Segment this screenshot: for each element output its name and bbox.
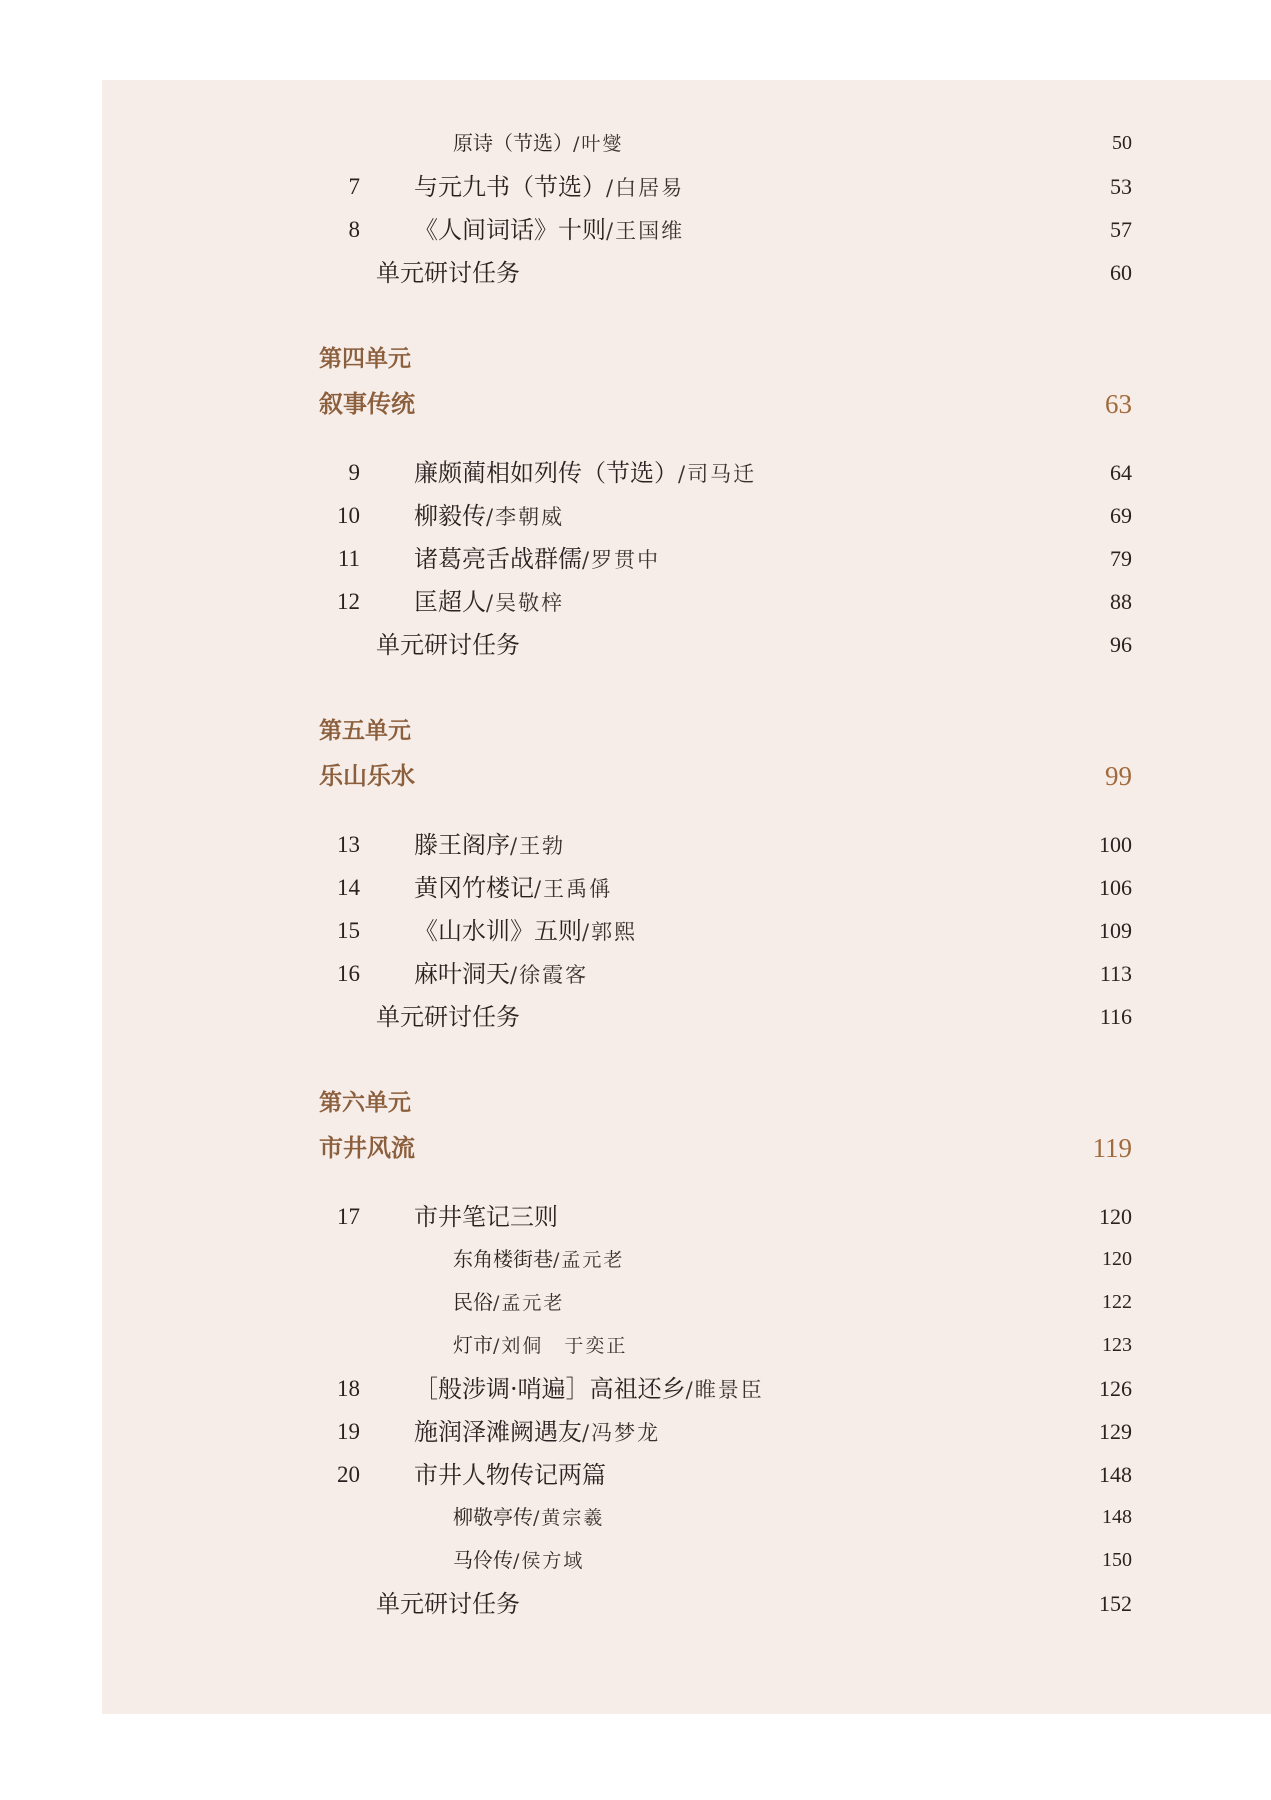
entry-title-text: 施润泽滩阙遇友 xyxy=(414,1418,582,1446)
entry-page-number: 116 xyxy=(1099,1004,1132,1029)
unit-page-number: 99 xyxy=(1105,761,1132,791)
toc-subentry[interactable] xyxy=(102,1239,1271,1279)
entry-page-number: 53 xyxy=(1110,174,1132,199)
unit-label: 第六单元 xyxy=(319,1089,411,1116)
unit-title[interactable]: 市井风流 xyxy=(319,1133,415,1162)
entry-title-text: 《山水训》五则 xyxy=(414,917,582,945)
toc-subentry[interactable] xyxy=(102,1497,1271,1537)
entry-page-number: 148 xyxy=(1102,1506,1132,1528)
toc-entry[interactable] xyxy=(102,582,1271,622)
entry-number: 7 xyxy=(348,174,360,199)
entry-title xyxy=(453,1282,564,1323)
entry-title xyxy=(414,1455,606,1495)
entry-title xyxy=(414,825,565,866)
entry-number: 11 xyxy=(337,546,360,571)
unit-title[interactable]: 乐山乐水 xyxy=(319,761,415,790)
entry-title xyxy=(414,911,637,952)
entry-author: /叶燮 xyxy=(573,133,624,155)
toc-entry[interactable] xyxy=(102,954,1271,994)
toc-entry[interactable] xyxy=(102,167,1271,207)
entry-number: 12 xyxy=(337,589,360,614)
entry-author: /刘侗 于奕正 xyxy=(493,1335,628,1357)
entry-title-text: 与元九书（节选） xyxy=(414,173,606,201)
entry-title xyxy=(453,1325,627,1366)
unit-page-number: 119 xyxy=(1092,1133,1132,1163)
entry-page-number: 152 xyxy=(1099,1591,1132,1616)
entry-author: /吴敬梓 xyxy=(486,591,565,615)
entry-number: 20 xyxy=(337,1462,360,1487)
entry-author: /司马迁 xyxy=(678,462,757,486)
entry-page-number: 126 xyxy=(1099,1376,1132,1401)
entry-page-number: 113 xyxy=(1099,961,1132,986)
entry-page-number: 129 xyxy=(1099,1419,1132,1444)
toc-entry[interactable] xyxy=(102,1197,1271,1237)
entry-page-number: 106 xyxy=(1099,875,1132,900)
entry-author: /侯方域 xyxy=(513,1550,585,1572)
toc-entry[interactable] xyxy=(102,1455,1271,1495)
entry-title-text: 麻叶洞天 xyxy=(414,960,510,988)
entry-number: 19 xyxy=(337,1419,360,1444)
toc-unit-task[interactable] xyxy=(102,253,1271,293)
entry-title xyxy=(376,253,520,293)
toc-entry[interactable] xyxy=(102,210,1271,250)
page-paper xyxy=(102,80,1271,1714)
toc-unit-task[interactable] xyxy=(102,1584,1271,1624)
entry-title xyxy=(414,167,684,208)
entry-author: /王勃 xyxy=(510,834,566,858)
entry-page-number: 96 xyxy=(1110,632,1132,657)
toc-unit-task[interactable] xyxy=(102,997,1271,1037)
unit-label: 第五单元 xyxy=(319,717,411,744)
entry-title-text: 柳毅传 xyxy=(414,502,486,530)
entry-author: /孟元老 xyxy=(553,1249,625,1271)
entry-author: /孟元老 xyxy=(493,1292,565,1314)
entry-page-number: 50 xyxy=(1112,132,1132,154)
entry-title-text: 滕王阁序 xyxy=(414,831,510,859)
entry-title xyxy=(414,1197,558,1237)
entry-author: /白居易 xyxy=(606,176,685,200)
entry-title-text: 匡超人 xyxy=(414,588,486,616)
entry-title xyxy=(453,123,623,164)
toc-subentry[interactable] xyxy=(102,1540,1271,1580)
entry-author: /黄宗羲 xyxy=(533,1507,605,1529)
entry-title xyxy=(453,1239,624,1280)
entry-page-number: 60 xyxy=(1110,260,1132,285)
entry-number: 15 xyxy=(337,918,360,943)
entry-number: 10 xyxy=(337,503,360,528)
entry-page-number: 148 xyxy=(1099,1462,1132,1487)
toc-entry[interactable] xyxy=(102,825,1271,865)
entry-number: 9 xyxy=(348,460,360,485)
unit-title[interactable]: 叙事传统 xyxy=(319,389,415,418)
entry-author: /王禹偁 xyxy=(534,877,613,901)
entry-page-number: 100 xyxy=(1099,832,1132,857)
toc-entry[interactable] xyxy=(102,1369,1271,1409)
entry-page-number: 123 xyxy=(1102,1334,1132,1356)
entry-page-number: 120 xyxy=(1099,1204,1132,1229)
entry-title xyxy=(414,210,684,251)
entry-author: /冯梦龙 xyxy=(582,1421,661,1445)
entry-number: 16 xyxy=(337,961,360,986)
entry-author: /郭熙 xyxy=(582,920,638,944)
entry-title xyxy=(414,1369,764,1410)
entry-author: /睢景臣 xyxy=(685,1378,764,1402)
entry-page-number: 69 xyxy=(1110,503,1132,528)
entry-number: 13 xyxy=(337,832,360,857)
entry-title-text: 原诗（节选） xyxy=(453,131,573,155)
entry-title-text: 黄冈竹楼记 xyxy=(414,874,534,902)
entry-page-number: 109 xyxy=(1099,918,1132,943)
entry-title-text: 灯市 xyxy=(453,1333,493,1357)
entry-page-number: 150 xyxy=(1102,1549,1132,1571)
entry-title xyxy=(414,954,588,995)
entry-page-number: 64 xyxy=(1110,460,1132,485)
entry-title-text: 马伶传 xyxy=(453,1548,513,1572)
entry-title xyxy=(414,582,564,623)
entry-number: 14 xyxy=(337,875,360,900)
entry-title-text: 单元研讨任务 xyxy=(376,631,520,659)
entry-title-text: 市井人物传记两篇 xyxy=(414,1461,606,1489)
entry-title xyxy=(414,1412,660,1453)
entry-title xyxy=(376,1584,520,1624)
entry-number: 17 xyxy=(337,1204,360,1229)
entry-author: /王国维 xyxy=(606,219,685,243)
entry-title-text: 东角楼街巷 xyxy=(453,1247,553,1271)
entry-title-text: 《人间词话》十则 xyxy=(414,216,606,244)
entry-page-number: 122 xyxy=(1102,1291,1132,1313)
entry-page-number: 79 xyxy=(1110,546,1132,571)
entry-title-text: 市井笔记三则 xyxy=(414,1203,558,1231)
entry-author: /罗贯中 xyxy=(582,548,661,572)
entry-title-text: 单元研讨任务 xyxy=(376,1590,520,1618)
entry-number: 18 xyxy=(337,1376,360,1401)
entry-title-text: 廉颇蔺相如列传（节选） xyxy=(414,459,678,487)
entry-number: 8 xyxy=(348,217,360,242)
entry-title-text: 柳敬亭传 xyxy=(453,1505,533,1529)
entry-page-number: 120 xyxy=(1102,1248,1132,1270)
entry-title xyxy=(453,1497,604,1538)
entry-page-number: 88 xyxy=(1110,589,1132,614)
entry-author: /李朝威 xyxy=(486,505,565,529)
entry-title-text: 单元研讨任务 xyxy=(376,259,520,287)
entry-title xyxy=(376,625,520,665)
toc-entry[interactable] xyxy=(102,539,1271,579)
toc-entry[interactable] xyxy=(102,453,1271,493)
table-of-contents xyxy=(102,80,1271,1714)
entry-title xyxy=(414,868,612,909)
toc-entry[interactable] xyxy=(102,911,1271,951)
entry-title xyxy=(414,496,564,537)
toc-subentry[interactable] xyxy=(102,1325,1271,1365)
entry-title-text: ［般涉调·哨遍］高祖还乡 xyxy=(414,1375,686,1403)
entry-title-text: 民俗 xyxy=(453,1290,493,1314)
toc-entry[interactable] xyxy=(102,1412,1271,1452)
entry-author: /徐霞客 xyxy=(510,963,589,987)
entry-title xyxy=(453,1540,584,1581)
entry-title xyxy=(414,453,756,494)
unit-label: 第四单元 xyxy=(319,345,411,372)
toc-subentry[interactable] xyxy=(102,123,1271,163)
toc-entry[interactable] xyxy=(102,868,1271,908)
toc-unit-task[interactable] xyxy=(102,625,1271,665)
entry-title xyxy=(414,539,660,580)
entry-page-number: 57 xyxy=(1110,217,1132,242)
entry-title-text: 单元研讨任务 xyxy=(376,1003,520,1031)
entry-title-text: 诸葛亮舌战群儒 xyxy=(414,545,582,573)
toc-entry[interactable] xyxy=(102,496,1271,536)
toc-subentry[interactable] xyxy=(102,1282,1271,1322)
unit-page-number: 63 xyxy=(1105,389,1132,419)
entry-title xyxy=(376,997,520,1037)
